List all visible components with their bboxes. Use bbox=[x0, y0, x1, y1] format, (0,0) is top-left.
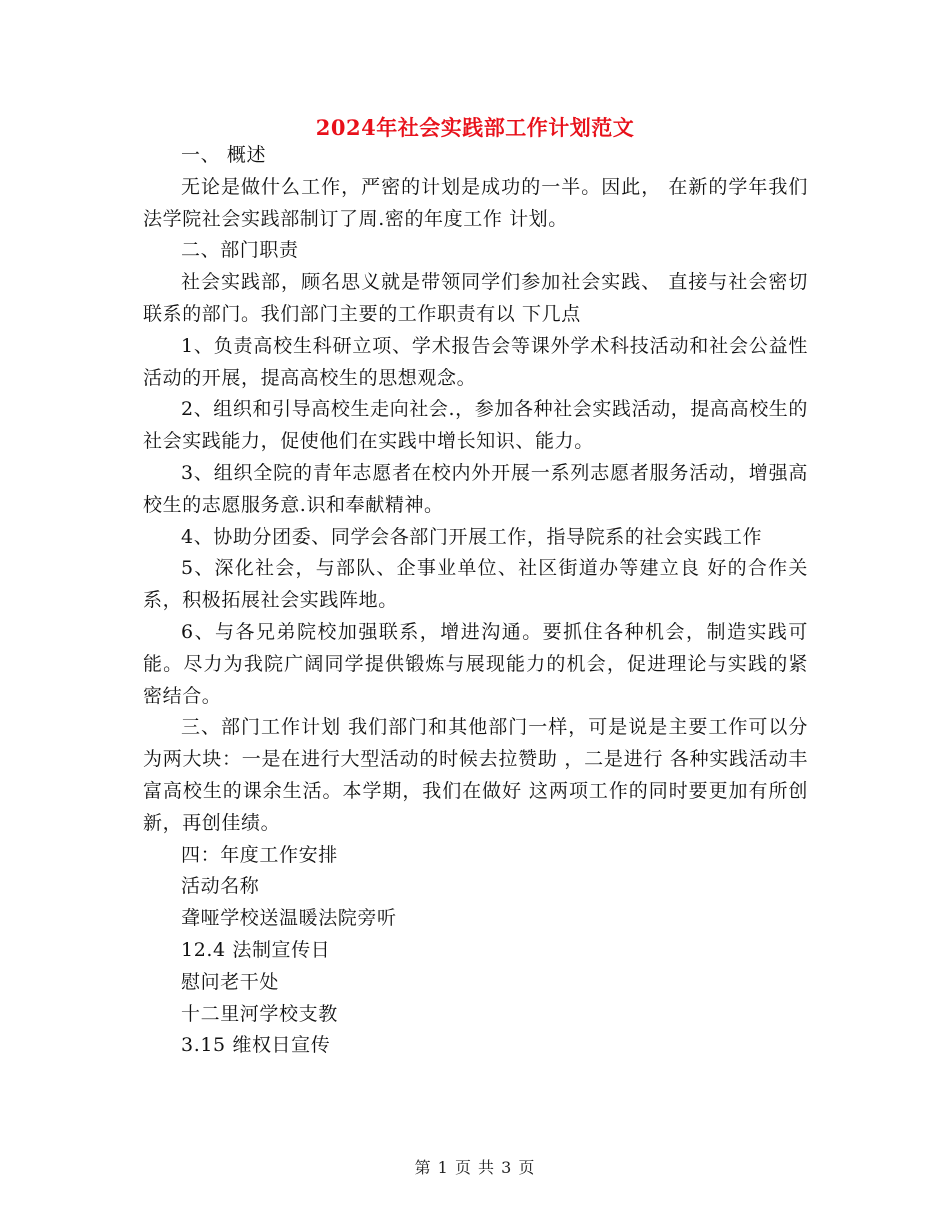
page-number-footer: 第 1 页 共 3 页 bbox=[414, 1158, 536, 1177]
duty-item-6: 6、与各兄弟院校加强联系，增进沟通。要抓住各种机会，制造实践可能。尽力为我院广阔同学提供锻炼与展现能力的机会，促进理论与实践的紧密结合。 bbox=[143, 620, 808, 707]
duty-item-3: 3、组织全院的青年志愿者在校内外开展一系列志愿者服务活动，增强高校生的志愿服务意.识和奉献精神。 bbox=[143, 461, 808, 516]
duty-item-1: 1、负责高校生科研立项、学术报告会等课外学术科技活动和社会公益性活动的开展，提高高校生的思想观念。 bbox=[143, 334, 808, 389]
schedule-item: 十二里河学校支教 bbox=[181, 1002, 338, 1025]
duty-item-4: 4、协助分团委、同学会各部门开展工作，指导院系的社会实践工作 bbox=[181, 525, 763, 548]
document-title: 2024年社会实践部工作计划范文 bbox=[315, 115, 635, 140]
schedule-item: 12.4 法制宣传日 bbox=[181, 938, 331, 961]
schedule-item: 3.15 维权日宣传 bbox=[181, 1034, 331, 1057]
paragraph-duties-intro: 社会实践部，顾名思义就是带领同学们参加社会实践、 直接与社会密切联系的部门。我们部门主要的工作职责有以 下几点 bbox=[143, 271, 808, 325]
paragraph-work-plan: 三、部门工作计划 我们部门和其他部门一样，可是说是主要工作可以分为两大块：一是在进行大型活动的时候去拉赞助 ，二是进行 各种实践活动丰富高校生的课余生活。本学期，我们在做好 这两项工作的同时要更加有所创新，再创佳绩。 bbox=[143, 716, 808, 834]
schedule-header: 活动名称 bbox=[181, 875, 260, 898]
schedule-item: 慰问老干处 bbox=[181, 970, 280, 993]
document-body bbox=[143, 140, 808, 1062]
paragraph-overview: 无论是做什么工作，严密的计划是成功的一半。因此， 在新的学年我们法学院社会实践部制订了周.密的年度工作 计划。 bbox=[143, 175, 808, 230]
schedule-item: 聋哑学校送温暖法院旁听 bbox=[181, 907, 397, 930]
duty-item-2: 2、组织和引导高校生走向社会.，参加各种社会实践活动，提高高校生的社会实践能力，促使他们在实践中增长知识、能力。 bbox=[143, 398, 808, 453]
duty-item-5: 5、深化社会，与部队、企事业单位、社区街道办等建立良 好的合作关系，积极拓展社会实践阵地。 bbox=[143, 557, 808, 612]
section-heading-duties: 二、部门职责 bbox=[181, 239, 299, 262]
section-heading-overview: 一、 概述 bbox=[181, 144, 267, 166]
section-heading-annual-schedule: 四：年度工作安排 bbox=[181, 843, 338, 866]
